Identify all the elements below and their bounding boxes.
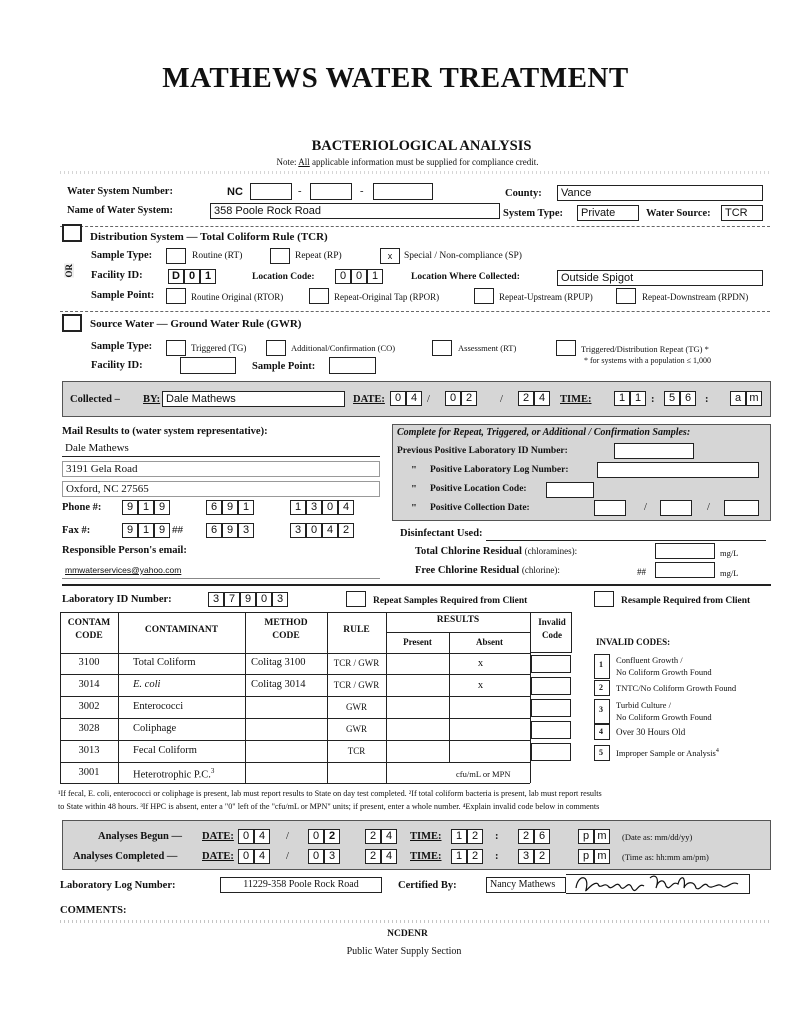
gwr-section-checkbox[interactable] — [62, 314, 82, 332]
resample-required-label: Resample Required from Client — [621, 596, 751, 606]
fax-digit[interactable]: 4 — [322, 523, 338, 538]
lab-id-label: Laboratory ID Number: — [62, 594, 172, 605]
county-label: County: — [505, 188, 542, 199]
wsn-dash-2: - — [360, 186, 364, 197]
system-type-label: System Type: — [503, 208, 563, 219]
free-chlorine-text: Free Chlorine Residual — [415, 565, 520, 576]
repeat-checkbox[interactable] — [270, 248, 290, 264]
row-rule: GWR — [346, 724, 367, 734]
facility-digit[interactable]: D — [168, 269, 184, 284]
completed-date-digit[interactable]: 2 — [365, 849, 381, 864]
nc-prefix: NC — [227, 186, 243, 198]
collected-hour-digit[interactable]: 1 — [614, 391, 630, 406]
hpc-sup: 3 — [210, 767, 215, 775]
note-all: All — [298, 157, 310, 167]
location-code-digit[interactable]: 0 — [351, 269, 367, 284]
rpor-label: Repeat-Original Tap (RPOR) — [334, 292, 440, 302]
row-code: 3001 — [78, 767, 100, 778]
positive-date-year[interactable] — [724, 500, 759, 516]
date-sep: / — [644, 502, 647, 513]
mail-line-1[interactable]: Dale Mathews — [62, 441, 380, 457]
facility-digit[interactable]: 1 — [200, 269, 216, 284]
row-method: Colitag 3100 — [251, 657, 306, 668]
mail-line-2[interactable]: 3191 Gela Road — [62, 461, 380, 477]
row-rule: TCR / GWR — [333, 680, 380, 690]
repeat-required-label: Repeat Samples Required from Client — [373, 596, 528, 606]
lab-id-digit[interactable]: 9 — [240, 592, 256, 607]
completed-time-digit[interactable]: 3 — [518, 849, 534, 864]
row-contaminant: E. coli — [133, 679, 161, 690]
row-contaminant: Total Coliform — [133, 657, 196, 668]
row-contaminant: Fecal Coliform — [133, 745, 197, 756]
positive-loc-label: Positive Location Code: — [430, 484, 527, 494]
water-source-label: Water Source: — [646, 208, 711, 219]
date-sep: / — [286, 851, 289, 862]
begun-time-digit[interactable]: 2 — [518, 829, 534, 844]
collected-by-label: BY: — [143, 394, 161, 405]
row-code: 3002 — [78, 701, 100, 712]
begun-date-digit[interactable]: 4 — [254, 829, 270, 844]
row-code: 3013 — [78, 745, 100, 756]
fax-label: Fax #: — [62, 525, 91, 536]
row-contaminant — [133, 767, 214, 781]
begun-time-digit[interactable]: 6 — [534, 829, 550, 844]
invalid-code-number: 1 — [599, 660, 603, 669]
routine-checkbox[interactable] — [166, 248, 186, 264]
gwr-heading: Source Water — Ground Water Rule (GWR) — [90, 318, 302, 330]
row-contaminant: Enterococci — [133, 701, 184, 712]
analyses-begun-date-label: DATE: — [202, 831, 234, 842]
free-chlorine-paren: (chlorine): — [521, 565, 560, 575]
invalid-code-text: Confluent Growth / — [616, 655, 683, 665]
date-sep: / — [707, 502, 710, 513]
ditto-mark: " — [411, 484, 417, 495]
row-absent[interactable]: x — [477, 658, 484, 669]
fax-digit[interactable]: 2 — [338, 523, 354, 538]
time-colon: : — [651, 394, 655, 405]
phone-digit[interactable]: 6 — [206, 500, 222, 515]
time-colon: : — [705, 394, 709, 405]
phone-digit[interactable]: 1 — [138, 500, 154, 515]
phone-digit[interactable]: 9 — [222, 500, 238, 515]
routine-label: Routine (RT) — [192, 251, 243, 261]
row-code: 3100 — [78, 657, 100, 668]
note-prefix: Note: — [276, 157, 299, 167]
comments-label: COMMENTS: — [60, 905, 127, 916]
collected-ampm[interactable]: m — [746, 391, 762, 406]
collected-month-digit[interactable]: 0 — [390, 391, 406, 406]
begun-date-digit[interactable]: 0 — [308, 829, 324, 844]
completed-time-digit[interactable]: 2 — [467, 849, 483, 864]
fax-digit[interactable]: 3 — [290, 523, 306, 538]
form-subtitle: BACTERIOLOGICAL ANALYSIS — [311, 138, 532, 154]
col-absent: Absent — [475, 637, 503, 647]
invalid-code-field[interactable] — [531, 677, 571, 695]
ditto-mark: " — [411, 465, 417, 476]
compliance-note — [0, 157, 791, 167]
disinfectant-label: Disinfectant Used: — [400, 528, 483, 539]
rpdn-checkbox[interactable] — [616, 288, 636, 304]
completed-date-digit[interactable]: 4 — [254, 849, 270, 864]
positive-date-label: Positive Collection Date: — [430, 503, 530, 513]
time-colon: : — [495, 831, 499, 842]
analyses-begun-label: Analyses Begun — — [98, 831, 183, 842]
tcr-heading: Distribution System — Total Coliform Rule (TCR) — [90, 231, 328, 243]
invalid-code-number: 2 — [599, 683, 603, 692]
invalid-code-number: 3 — [599, 705, 603, 714]
completed-date-digit[interactable]: 0 — [238, 849, 254, 864]
lab-id-digit[interactable]: 3 — [208, 592, 224, 607]
h-invalid: Invalid — [538, 617, 566, 627]
water-system-name-field[interactable]: 358 Poole Rock Road — [210, 203, 500, 219]
or-label: OR — [64, 264, 74, 278]
resample-required-checkbox[interactable] — [594, 591, 614, 607]
collected-day-digit[interactable]: 0 — [445, 391, 461, 406]
total-chlorine-text: Total Chlorine Residual — [415, 546, 522, 557]
page-title: MATHEWS WATER TREATMENT — [162, 62, 629, 94]
collected-year-digit[interactable]: 2 — [518, 391, 534, 406]
invalid-code-text: Over 30 Hours Old — [616, 727, 686, 737]
collected-time-label: TIME: — [560, 394, 592, 405]
assessment-label: Assessment (RT) — [458, 343, 517, 353]
completed-time-digit[interactable]: 2 — [534, 849, 550, 864]
fax-digit[interactable]: 1 — [138, 523, 154, 538]
h-invalid-code: Code — [542, 630, 562, 640]
invalid-code-text: Turbid Culture / — [616, 700, 671, 710]
phone-digit[interactable]: 0 — [322, 500, 338, 515]
collected-month-digit[interactable]: 4 — [406, 391, 422, 406]
completed-date-digit[interactable]: 4 — [381, 849, 397, 864]
h-code: CODE — [75, 631, 103, 641]
wsn-box-2[interactable] — [310, 183, 352, 200]
facility-digit[interactable]: 0 — [184, 269, 200, 284]
county-field[interactable]: Vance — [557, 185, 763, 201]
collected-year-digit[interactable]: 4 — [534, 391, 550, 406]
date-sep: / — [500, 394, 503, 405]
begun-time-digit[interactable]: 2 — [467, 829, 483, 844]
fax-digit[interactable]: 9 — [222, 523, 238, 538]
invalid-code-text: No Coliform Growth Found — [616, 712, 712, 722]
row-code: 3028 — [78, 723, 100, 734]
special-checkbox[interactable]: x — [380, 248, 400, 264]
additional-checkbox[interactable] — [266, 340, 286, 356]
fax-mark: ## — [172, 525, 184, 536]
col-contam-code — [60, 617, 118, 643]
phone-digit[interactable]: 9 — [154, 500, 170, 515]
completed-date-digit[interactable]: 0 — [308, 849, 324, 864]
row-hpc-units: cfu/mL or MPN — [456, 769, 511, 779]
collected-minute-digit[interactable]: 5 — [664, 391, 680, 406]
invalid-code-field[interactable] — [531, 743, 571, 761]
begun-ampm[interactable]: p — [578, 829, 594, 844]
collected-by-field[interactable]: Dale Mathews — [162, 391, 345, 407]
begun-date-digit[interactable]: 0 — [238, 829, 254, 844]
invalid-code-number: 4 — [599, 727, 603, 736]
collected-label: Collected – — [70, 394, 120, 405]
date-sep: / — [286, 831, 289, 842]
h-method-code: CODE — [272, 631, 300, 641]
begun-time-digit[interactable]: 1 — [451, 829, 467, 844]
positive-log-box[interactable] — [597, 462, 759, 478]
assessment-checkbox[interactable] — [432, 340, 452, 356]
footnote-line-2: to State within 48 hours. ³If HPC is absent, enter a "0" left of the "cfu/mL or MPN" units; if present, enter a whole number. ⁴Explain invalid code below in comments — [58, 802, 600, 811]
date-sep: / — [427, 394, 430, 405]
prev-lab-id-box[interactable] — [614, 443, 694, 459]
begun-ampm[interactable]: m — [594, 829, 610, 844]
trig-note: * for systems with a population ≤ 1,000 — [584, 356, 712, 365]
phone-digit[interactable]: 9 — [122, 500, 138, 515]
invalid-code-field[interactable] — [531, 699, 571, 717]
gwr-sample-point-label: Sample Point: — [252, 361, 316, 372]
h-contam: CONTAM — [67, 618, 111, 628]
row-method: Colitag 3014 — [251, 679, 306, 690]
certified-by-label: Certified By: — [398, 880, 457, 891]
invalid-code-field[interactable] — [531, 721, 571, 739]
wsn-box-3[interactable] — [373, 183, 433, 200]
completed-ampm[interactable]: p — [578, 849, 594, 864]
signature-image — [568, 870, 748, 898]
note-rest: applicable information must be supplied for compliance credit. — [309, 157, 539, 167]
water-system-number-label: Water System Number: — [67, 186, 173, 197]
row-rule: GWR — [346, 702, 367, 712]
positive-log-label: Positive Laboratory Log Number: — [430, 465, 569, 475]
row-contaminant: Coliphage — [133, 723, 177, 734]
invalid-code-header-box — [530, 612, 572, 653]
positive-loc-box[interactable] — [546, 482, 594, 498]
completed-ampm[interactable]: m — [594, 849, 610, 864]
total-chlorine-field[interactable] — [655, 543, 715, 559]
phone-label: Phone #: — [62, 502, 102, 513]
free-chlorine-field[interactable] — [655, 562, 715, 578]
prev-lab-id-label: Previous Positive Laboratory ID Number: — [397, 446, 568, 456]
collected-ampm[interactable]: a — [730, 391, 746, 406]
mgl-unit: mg/L — [720, 548, 739, 558]
lab-id-digit[interactable]: 7 — [224, 592, 240, 607]
location-code-digit[interactable]: 0 — [335, 269, 351, 284]
rtor-label: Routine Original (RTOR) — [191, 292, 284, 302]
date-hint: (Date as: mm/dd/yy) — [622, 832, 693, 842]
time-hint: (Time as: hh:mm am/pm) — [622, 852, 709, 862]
hpc-name: Heterotrophic P.C. — [133, 769, 211, 781]
tcr-sample-type-label: Sample Type: — [91, 250, 153, 261]
row-rule: TCR / GWR — [333, 658, 380, 668]
h-method: METHOD — [264, 618, 308, 628]
invalid-code-text: No Coliform Growth Found — [616, 667, 712, 677]
repeat-panel-heading: Complete for Repeat, Triggered, or Additional / Confirmation Samples: — [397, 427, 691, 438]
triggered-label: Triggered (TG) — [191, 343, 247, 353]
col-results: RESULTS — [436, 615, 480, 625]
special-label: Special / Non-compliance (SP) — [404, 251, 522, 261]
public-water-supply-section: Public Water Supply Section — [346, 946, 462, 957]
col-method-code — [245, 617, 327, 643]
row-code: 3014 — [78, 679, 100, 690]
begun-date-digit[interactable]: 2 — [365, 829, 381, 844]
ditto-mark: " — [411, 503, 417, 514]
analyses-begun-time-label: TIME: — [410, 831, 442, 842]
fax-digit[interactable]: 9 — [154, 523, 170, 538]
gwr-sample-type-label: Sample Type: — [91, 341, 153, 352]
trig-dist-checkbox[interactable] — [556, 340, 576, 356]
ncdenr: NCDENR — [387, 929, 428, 939]
lab-id-digit[interactable]: 0 — [256, 592, 272, 607]
tcr-section-checkbox[interactable] — [62, 224, 82, 242]
wsn-dash-1: - — [298, 186, 302, 197]
fax-digit[interactable]: 9 — [122, 523, 138, 538]
collected-minute-digit[interactable]: 6 — [680, 391, 696, 406]
phone-digit[interactable]: 1 — [238, 500, 254, 515]
location-collected-field[interactable]: Outside Spigot — [557, 270, 763, 286]
row-absent[interactable]: x — [477, 680, 484, 691]
location-code-digit[interactable]: 1 — [367, 269, 383, 284]
gwr-sample-point-box[interactable] — [329, 357, 376, 374]
tcr-sample-point-label: Sample Point: — [91, 290, 155, 301]
total-chlorine-paren: (chloramines): — [524, 546, 578, 556]
begun-date-digit[interactable]: 4 — [381, 829, 397, 844]
mail-results-label: Mail Results to (water system representative): — [62, 426, 268, 437]
mail-line-3[interactable]: Oxford, NC 27565 — [62, 481, 380, 497]
completed-date-digit[interactable]: 3 — [324, 849, 340, 864]
col-rule: RULE — [343, 625, 370, 635]
invalid-code-text — [616, 748, 719, 758]
repeat-label: Repeat (RP) — [295, 251, 342, 261]
lab-id-digit[interactable]: 3 — [272, 592, 288, 607]
row-rule: TCR — [347, 746, 366, 756]
water-source-field[interactable]: TCR — [721, 205, 763, 221]
completed-time-digit[interactable]: 1 — [451, 849, 467, 864]
fax-digit[interactable]: 0 — [306, 523, 322, 538]
rtor-checkbox[interactable] — [166, 288, 186, 304]
analyses-completed-label: Analyses Completed — — [73, 851, 178, 862]
certified-by-field[interactable]: Nancy Mathews — [486, 877, 566, 893]
rpup-label: Repeat-Upstream (RPUP) — [499, 292, 593, 302]
invalid-code-text: TNTC/No Coliform Growth Found — [616, 683, 737, 693]
triggered-checkbox[interactable] — [166, 340, 186, 356]
col-present: Present — [403, 637, 432, 647]
tcr-facility-label: Facility ID: — [91, 270, 143, 281]
lab-log-label: Laboratory Log Number: — [60, 880, 176, 891]
collected-day-digit[interactable]: 2 — [461, 391, 477, 406]
fax-digit[interactable]: 6 — [206, 523, 222, 538]
analyses-band — [62, 820, 771, 870]
rpdn-label: Repeat-Downstream (RPDN) — [642, 292, 749, 302]
phone-digit[interactable]: 4 — [338, 500, 354, 515]
system-type-field[interactable]: Private — [577, 205, 639, 221]
phone-digit[interactable]: 1 — [290, 500, 306, 515]
location-code-label: Location Code: — [252, 272, 315, 282]
rpup-checkbox[interactable] — [474, 288, 494, 304]
email-label: Responsible Person's email: — [62, 545, 187, 556]
phone-digit[interactable]: 3 — [306, 500, 322, 515]
positive-date-month[interactable] — [594, 500, 626, 516]
repeat-required-checkbox[interactable] — [346, 591, 366, 607]
invalid-code-field[interactable] — [531, 655, 571, 673]
trig-dist-label: Triggered/Distribution Repeat (TG) * — [581, 344, 709, 354]
additional-label: Additional/Confirmation (CO) — [291, 343, 396, 353]
gwr-facility-box[interactable] — [180, 357, 236, 374]
invalid-code-5-text: Improper Sample or Analysis — [616, 748, 716, 758]
invalid-code-number: 5 — [599, 748, 603, 757]
name-of-water-system-label: Name of Water System: — [67, 205, 174, 216]
collected-hour-digit[interactable]: 1 — [630, 391, 646, 406]
mgl-unit: mg/L — [720, 568, 739, 578]
positive-date-day[interactable] — [660, 500, 692, 516]
invalid-code-5-sup: 4 — [715, 748, 719, 755]
fax-digit[interactable]: 3 — [238, 523, 254, 538]
invalid-codes-heading: INVALID CODES: — [596, 637, 671, 647]
footnote-line-1: ¹If fecal, E. coli, enterococci or coliphage is present, lab must report results to State on day test completed. ²If total coliform bacteria is present, lab must report results — [58, 789, 602, 798]
wsn-box-1[interactable] — [250, 183, 292, 200]
free-chlorine-label — [415, 565, 560, 576]
rpor-checkbox[interactable] — [309, 288, 329, 304]
collected-date-label: DATE: — [353, 394, 385, 405]
analyses-completed-time-label: TIME: — [410, 851, 442, 862]
location-collected-label: Location Where Collected: — [411, 272, 520, 282]
lab-log-field[interactable]: 11229-358 Poole Rock Road — [220, 877, 382, 893]
col-contaminant: CONTAMINANT — [144, 625, 219, 635]
gwr-facility-label: Facility ID: — [91, 360, 143, 371]
total-chlorine-label — [415, 546, 577, 557]
email-field[interactable]: mmwaterservices@yahoo.com — [62, 563, 380, 579]
time-colon: : — [495, 851, 499, 862]
analyses-completed-date-label: DATE: — [202, 851, 234, 862]
free-chlorine-mark: ## — [637, 567, 646, 577]
begun-date-digit[interactable]: 2 — [324, 829, 340, 844]
